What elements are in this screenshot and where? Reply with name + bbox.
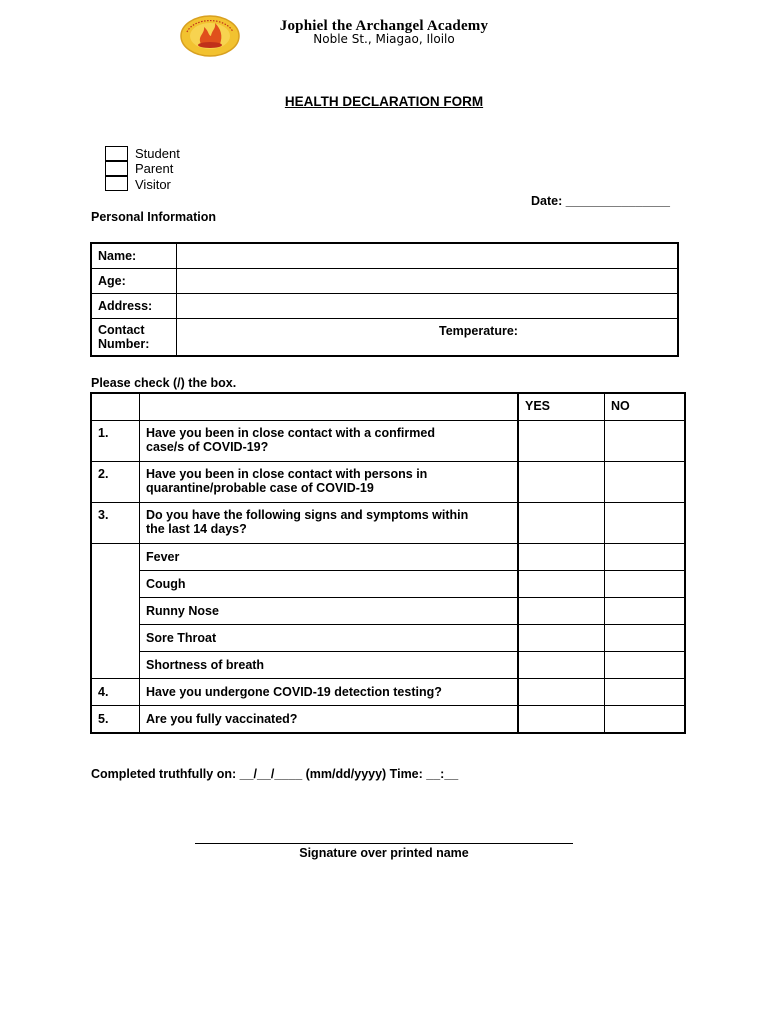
signature-label: Signature over printed name — [299, 846, 469, 860]
question-text: Have you undergone COVID-19 detection testing? — [140, 679, 519, 706]
yes-checkbox-q5[interactable] — [518, 706, 605, 734]
no-checkbox-q3[interactable] — [605, 503, 686, 544]
question-number: 5. — [91, 706, 140, 734]
question-number: 1. — [91, 421, 140, 462]
yes-checkbox-q2[interactable] — [518, 462, 605, 503]
question-number: 3. — [91, 503, 140, 544]
question-text — [140, 462, 519, 503]
question-line: quarantine/probable case of COVID-19 — [146, 481, 374, 495]
question-text — [140, 503, 519, 544]
no-checkbox-q5[interactable] — [605, 706, 686, 734]
contact-label-line1: Contact — [98, 322, 145, 337]
contact-number-label — [91, 318, 177, 356]
age-label: Age: — [91, 268, 177, 293]
address-field[interactable] — [177, 293, 679, 318]
header-blank-cell — [91, 393, 140, 421]
address-label: Address: — [91, 293, 177, 318]
contact-temperature-field[interactable] — [177, 318, 679, 356]
signature-line[interactable] — [195, 843, 573, 844]
question-line: the last 14 days? — [146, 522, 247, 536]
visitor-checkbox[interactable] — [105, 176, 128, 191]
symptom-cough: Cough — [140, 571, 519, 598]
personal-info-table — [90, 242, 679, 357]
no-checkbox-sore-throat[interactable] — [605, 625, 686, 652]
school-address: Noble St., Miagao, Iloilo — [313, 32, 455, 46]
yes-checkbox-shortness-of-breath[interactable] — [518, 652, 605, 679]
contact-label-line2: Number: — [98, 336, 150, 351]
yes-checkbox-runny-nose[interactable] — [518, 598, 605, 625]
completed-truthfully-line[interactable]: Completed truthfully on: __/__/____ (mm/dd/yyyy) Time: __:__ — [91, 767, 459, 781]
name-field[interactable] — [177, 243, 679, 268]
yes-column-header: YES — [518, 393, 605, 421]
symptom-sore-throat: Sore Throat — [140, 625, 519, 652]
header-question-cell — [140, 393, 519, 421]
question-number: 4. — [91, 679, 140, 706]
yes-checkbox-q1[interactable] — [518, 421, 605, 462]
no-checkbox-cough[interactable] — [605, 571, 686, 598]
question-line: case/s of COVID-19? — [146, 440, 269, 454]
no-column-header: NO — [605, 393, 686, 421]
health-questionnaire-table — [90, 392, 686, 734]
no-checkbox-runny-nose[interactable] — [605, 598, 686, 625]
role-label-visitor: Visitor — [135, 177, 171, 192]
parent-checkbox[interactable] — [105, 161, 128, 176]
date-field[interactable]: Date: _______________ — [531, 194, 671, 208]
question-line: Have you been in close contact with a confirmed — [146, 426, 435, 440]
role-label-student: Student — [135, 146, 180, 161]
question-text — [140, 421, 519, 462]
temperature-label: Temperature: — [439, 323, 518, 338]
yes-checkbox-fever[interactable] — [518, 544, 605, 571]
no-checkbox-shortness-of-breath[interactable] — [605, 652, 686, 679]
symptoms-blank-cell — [91, 544, 140, 679]
student-checkbox[interactable] — [105, 146, 128, 161]
yes-checkbox-sore-throat[interactable] — [518, 625, 605, 652]
school-name: Jophiel the Archangel Academy — [279, 18, 489, 34]
age-field[interactable] — [177, 268, 679, 293]
yes-checkbox-cough[interactable] — [518, 571, 605, 598]
no-checkbox-q2[interactable] — [605, 462, 686, 503]
personal-info-heading: Personal Information — [91, 210, 217, 224]
question-line: Do you have the following signs and symptoms within — [146, 508, 469, 522]
role-label-parent: Parent — [135, 161, 174, 176]
yes-checkbox-q4[interactable] — [518, 679, 605, 706]
question-line: Have you been in close contact with persons in — [146, 467, 428, 481]
form-title: HEALTH DECLARATION FORM — [284, 94, 484, 109]
name-label: Name: — [91, 243, 177, 268]
symptom-fever: Fever — [140, 544, 519, 571]
question-number: 2. — [91, 462, 140, 503]
symptom-runny-nose: Runny Nose — [140, 598, 519, 625]
school-logo — [179, 14, 241, 58]
question-text: Are you fully vaccinated? — [140, 706, 519, 734]
yes-checkbox-q3[interactable] — [518, 503, 605, 544]
no-checkbox-fever[interactable] — [605, 544, 686, 571]
symptom-shortness-of-breath: Shortness of breath — [140, 652, 519, 679]
check-instruction: Please check (/) the box. — [91, 376, 237, 390]
no-checkbox-q4[interactable] — [605, 679, 686, 706]
no-checkbox-q1[interactable] — [605, 421, 686, 462]
